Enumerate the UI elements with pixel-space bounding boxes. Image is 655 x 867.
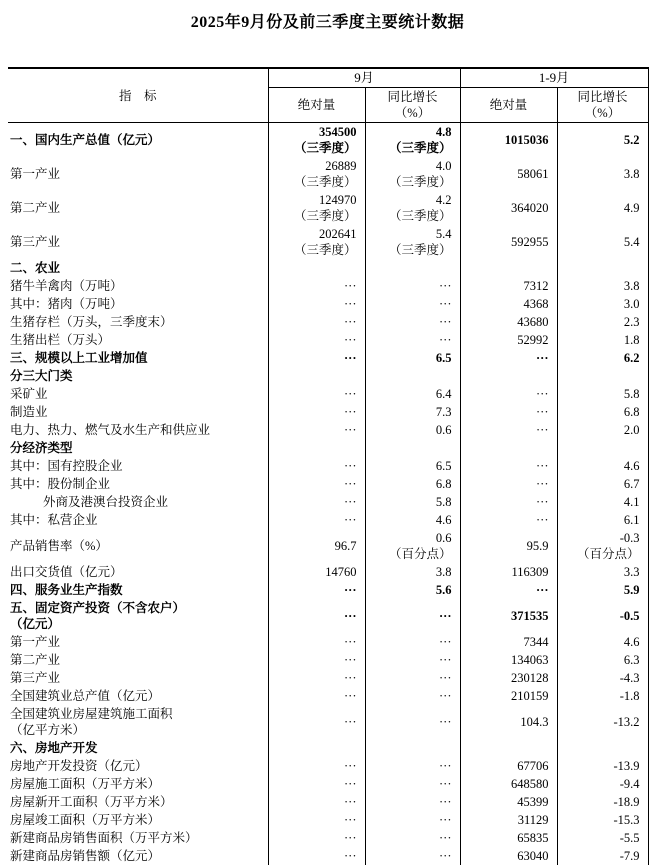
- header-september-absolute: 绝对量: [268, 88, 365, 123]
- september-yoy-cell: 0.6 （百分点）: [365, 529, 460, 563]
- jan-sep-absolute-cell: ···: [460, 581, 557, 599]
- september-absolute-cell: ···: [268, 705, 365, 739]
- september-absolute-cell: 96.7: [268, 529, 365, 563]
- jan-sep-yoy-cell: -15.3: [557, 811, 648, 829]
- september-yoy-cell: [365, 439, 460, 457]
- header-yoy-unit: （%）: [584, 106, 621, 120]
- indicator-label: 其中：股份制企业: [10, 477, 111, 491]
- jan-sep-absolute-cell: 63040: [460, 847, 557, 865]
- table-row: [8, 529, 648, 563]
- jan-sep-yoy-cell: 4.6: [557, 633, 648, 651]
- table-row: [8, 191, 648, 225]
- jan-sep-yoy-cell: -0.3 （百分点）: [557, 529, 648, 563]
- indicator-label: 二、农业: [10, 261, 61, 275]
- jan-sep-yoy-cell: [557, 259, 648, 277]
- jan-sep-absolute-cell: 4368: [460, 295, 557, 313]
- table-row: [8, 331, 648, 349]
- indicator-label: 四、服务业生产指数: [10, 583, 123, 597]
- september-yoy-cell: ···: [365, 295, 460, 313]
- jan-sep-yoy-cell: 3.8: [557, 277, 648, 295]
- september-absolute-cell: ···: [268, 847, 365, 865]
- september-absolute-cell: 14760: [268, 563, 365, 581]
- jan-sep-absolute-cell: 371535: [460, 599, 557, 633]
- header-yoy-unit: （%）: [394, 106, 431, 120]
- indicator-label: 第一产业: [10, 167, 61, 181]
- header-yoy-label: 同比增长: [387, 90, 438, 104]
- jan-sep-absolute-cell: 230128: [460, 669, 557, 687]
- indicator-label: 一、国内生产总值（亿元）: [10, 133, 161, 147]
- september-yoy-cell: ···: [365, 811, 460, 829]
- september-yoy-cell: 6.8: [365, 475, 460, 493]
- header-jan-sep-group: 1-9月: [460, 68, 648, 88]
- september-absolute-cell: ···: [268, 331, 365, 349]
- september-absolute-cell: ···: [268, 599, 365, 633]
- jan-sep-absolute-cell: 52992: [460, 331, 557, 349]
- table-header: [8, 68, 648, 123]
- indicator-label: 出口交货值（亿元）: [10, 565, 123, 579]
- september-absolute-cell: ···: [268, 421, 365, 439]
- indicator-label: 生猪出栏（万头）: [10, 333, 111, 347]
- september-yoy-cell: 4.2 （三季度）: [365, 191, 460, 225]
- september-absolute-cell: 354500 （三季度）: [268, 123, 365, 158]
- table-row: [8, 457, 648, 475]
- statistics-table: [8, 67, 649, 865]
- september-absolute-cell: ···: [268, 475, 365, 493]
- september-absolute-cell: ···: [268, 403, 365, 421]
- table-row: [8, 295, 648, 313]
- september-yoy-cell: ···: [365, 633, 460, 651]
- indicator-label: 全国建筑业房屋建筑施工面积 （亿平方米）: [10, 707, 173, 737]
- september-yoy-cell: ···: [365, 793, 460, 811]
- table-row: [8, 349, 648, 367]
- september-yoy-cell: [365, 739, 460, 757]
- table-row: [8, 599, 648, 633]
- indicator-label: 其中：猪肉（万吨）: [10, 297, 123, 311]
- jan-sep-yoy-cell: -13.9: [557, 757, 648, 775]
- jan-sep-absolute-cell: 134063: [460, 651, 557, 669]
- jan-sep-absolute-cell: 210159: [460, 687, 557, 705]
- jan-sep-absolute-cell: 43680: [460, 313, 557, 331]
- jan-sep-yoy-cell: -5.5: [557, 829, 648, 847]
- header-indicator: 指 标: [8, 68, 268, 123]
- indicator-label: 采矿业: [10, 387, 48, 401]
- table-row: [8, 403, 648, 421]
- jan-sep-absolute-cell: 65835: [460, 829, 557, 847]
- jan-sep-yoy-cell: 3.3: [557, 563, 648, 581]
- september-absolute-cell: ···: [268, 757, 365, 775]
- september-absolute-cell: ···: [268, 793, 365, 811]
- september-yoy-cell: ···: [365, 277, 460, 295]
- jan-sep-absolute-cell: 592955: [460, 225, 557, 259]
- september-absolute-cell: [268, 739, 365, 757]
- september-absolute-cell: [268, 439, 365, 457]
- table-row: [8, 277, 648, 295]
- september-yoy-cell: 7.3: [365, 403, 460, 421]
- table-row: [8, 669, 648, 687]
- september-absolute-cell: 26889 （三季度）: [268, 157, 365, 191]
- september-absolute-cell: [268, 259, 365, 277]
- september-absolute-cell: ···: [268, 829, 365, 847]
- jan-sep-yoy-cell: 5.8: [557, 385, 648, 403]
- jan-sep-absolute-cell: 45399: [460, 793, 557, 811]
- jan-sep-yoy-cell: 4.6: [557, 457, 648, 475]
- september-yoy-cell: 3.8: [365, 563, 460, 581]
- september-absolute-cell: ···: [268, 775, 365, 793]
- september-absolute-cell: ···: [268, 493, 365, 511]
- jan-sep-yoy-cell: 2.3: [557, 313, 648, 331]
- indicator-label: 六、房地产开发: [10, 741, 98, 755]
- table-row: [8, 493, 648, 511]
- indicator-label: 猪牛羊禽肉（万吨）: [10, 279, 123, 293]
- indicator-label: 五、固定资产投资（不含农户） （亿元）: [10, 601, 186, 631]
- jan-sep-absolute-cell: 31129: [460, 811, 557, 829]
- jan-sep-absolute-cell: 1015036: [460, 123, 557, 158]
- jan-sep-yoy-cell: 4.9: [557, 191, 648, 225]
- september-absolute-cell: 202641 （三季度）: [268, 225, 365, 259]
- table-row: [8, 475, 648, 493]
- jan-sep-yoy-cell: -0.5: [557, 599, 648, 633]
- september-absolute-cell: ···: [268, 669, 365, 687]
- jan-sep-yoy-cell: -18.9: [557, 793, 648, 811]
- header-jan-sep-absolute: 绝对量: [460, 88, 557, 123]
- indicator-label: 电力、热力、燃气及水生产和供应业: [10, 423, 211, 437]
- table-row: [8, 581, 648, 599]
- september-yoy-cell: 5.8: [365, 493, 460, 511]
- table-row: [8, 651, 648, 669]
- indicator-label: 生猪存栏（万头，三季度末）: [10, 315, 173, 329]
- jan-sep-absolute-cell: ···: [460, 457, 557, 475]
- september-absolute-cell: ···: [268, 581, 365, 599]
- jan-sep-absolute-cell: [460, 367, 557, 385]
- jan-sep-yoy-cell: -1.8: [557, 687, 648, 705]
- jan-sep-yoy-cell: -9.4: [557, 775, 648, 793]
- indicator-label: 房屋新开工面积（万平方米）: [10, 795, 173, 809]
- table-row: [8, 313, 648, 331]
- september-yoy-cell: 4.8 （三季度）: [365, 123, 460, 158]
- september-yoy-cell: ···: [365, 687, 460, 705]
- jan-sep-absolute-cell: 648580: [460, 775, 557, 793]
- header-september-yoy: [365, 88, 460, 123]
- jan-sep-yoy-cell: 1.8: [557, 331, 648, 349]
- jan-sep-yoy-cell: 6.2: [557, 349, 648, 367]
- jan-sep-absolute-cell: [460, 259, 557, 277]
- page: [0, 9, 655, 867]
- table-row: [8, 123, 648, 158]
- table-row: [8, 739, 648, 757]
- table-row: [8, 421, 648, 439]
- jan-sep-absolute-cell: 58061: [460, 157, 557, 191]
- indicator-label: 分三大门类: [10, 369, 73, 383]
- indicator-label: 房屋竣工面积（万平方米）: [10, 813, 161, 827]
- indicator-label: 第三产业: [10, 671, 61, 685]
- jan-sep-absolute-cell: ···: [460, 421, 557, 439]
- table-body: [8, 123, 648, 866]
- table-row: [8, 705, 648, 739]
- header-jan-sep-yoy: [557, 88, 648, 123]
- table-row: [8, 829, 648, 847]
- indicator-label: 第三产业: [10, 235, 61, 249]
- jan-sep-absolute-cell: 95.9: [460, 529, 557, 563]
- jan-sep-absolute-cell: 116309: [460, 563, 557, 581]
- september-yoy-cell: 6.4: [365, 385, 460, 403]
- jan-sep-yoy-cell: 3.0: [557, 295, 648, 313]
- jan-sep-yoy-cell: 5.9: [557, 581, 648, 599]
- september-yoy-cell: ···: [365, 651, 460, 669]
- jan-sep-absolute-cell: ···: [460, 403, 557, 421]
- september-yoy-cell: [365, 259, 460, 277]
- jan-sep-yoy-cell: [557, 367, 648, 385]
- september-yoy-cell: ···: [365, 331, 460, 349]
- indicator-label: 全国建筑业总产值（亿元）: [10, 689, 161, 703]
- september-absolute-cell: ···: [268, 385, 365, 403]
- september-yoy-cell: ···: [365, 829, 460, 847]
- jan-sep-absolute-cell: 364020: [460, 191, 557, 225]
- jan-sep-absolute-cell: ···: [460, 385, 557, 403]
- indicator-label: 其中：私营企业: [10, 513, 98, 527]
- september-yoy-cell: 6.5: [365, 457, 460, 475]
- september-absolute-cell: ···: [268, 277, 365, 295]
- jan-sep-absolute-cell: [460, 739, 557, 757]
- indicator-label: 新建商品房销售额（亿元）: [10, 849, 161, 863]
- september-yoy-cell: 4.6: [365, 511, 460, 529]
- indicator-label: 分经济类型: [10, 441, 73, 455]
- september-yoy-cell: ···: [365, 313, 460, 331]
- indicator-label: 房地产开发投资（亿元）: [10, 759, 148, 773]
- september-yoy-cell: 6.5: [365, 349, 460, 367]
- indicator-label: 新建商品房销售面积（万平方米）: [10, 831, 198, 845]
- header-september-group: 9月: [268, 68, 460, 88]
- september-yoy-cell: ···: [365, 599, 460, 633]
- september-absolute-cell: ···: [268, 349, 365, 367]
- indicator-label: 产品销售率（%）: [10, 539, 108, 553]
- indicator-label: 其中：国有控股企业: [10, 459, 123, 473]
- table-row: [8, 157, 648, 191]
- september-absolute-cell: ···: [268, 295, 365, 313]
- table-row: [8, 775, 648, 793]
- indicator-label: 外商及港澳台投资企业: [43, 495, 169, 509]
- jan-sep-absolute-cell: 7312: [460, 277, 557, 295]
- table-row: [8, 225, 648, 259]
- jan-sep-yoy-cell: [557, 739, 648, 757]
- jan-sep-yoy-cell: [557, 439, 648, 457]
- jan-sep-absolute-cell: 7344: [460, 633, 557, 651]
- september-yoy-cell: [365, 367, 460, 385]
- september-yoy-cell: 4.0 （三季度）: [365, 157, 460, 191]
- table-row: [8, 367, 648, 385]
- september-yoy-cell: ···: [365, 847, 460, 865]
- september-absolute-cell: ···: [268, 687, 365, 705]
- jan-sep-yoy-cell: 3.8: [557, 157, 648, 191]
- jan-sep-absolute-cell: ···: [460, 475, 557, 493]
- jan-sep-absolute-cell: ···: [460, 493, 557, 511]
- indicator-label: 制造业: [10, 405, 48, 419]
- jan-sep-absolute-cell: [460, 439, 557, 457]
- indicator-label: 房屋施工面积（万平方米）: [10, 777, 161, 791]
- september-absolute-cell: ···: [268, 811, 365, 829]
- table-row: [8, 687, 648, 705]
- table-row: [8, 757, 648, 775]
- table-row: [8, 633, 648, 651]
- jan-sep-absolute-cell: ···: [460, 349, 557, 367]
- september-yoy-cell: 5.6: [365, 581, 460, 599]
- jan-sep-yoy-cell: 4.1: [557, 493, 648, 511]
- table-row: [8, 847, 648, 865]
- table-row: [8, 793, 648, 811]
- jan-sep-yoy-cell: 6.3: [557, 651, 648, 669]
- jan-sep-absolute-cell: 67706: [460, 757, 557, 775]
- table-row: [8, 385, 648, 403]
- page-title: 2025年9月份及前三季度主要统计数据: [190, 14, 465, 31]
- september-yoy-cell: ···: [365, 757, 460, 775]
- september-yoy-cell: 0.6: [365, 421, 460, 439]
- jan-sep-yoy-cell: 2.0: [557, 421, 648, 439]
- september-yoy-cell: 5.4 （三季度）: [365, 225, 460, 259]
- september-absolute-cell: ···: [268, 457, 365, 475]
- table-row: [8, 439, 648, 457]
- table-row: [8, 811, 648, 829]
- jan-sep-yoy-cell: 6.8: [557, 403, 648, 421]
- table-row: [8, 563, 648, 581]
- september-absolute-cell: ···: [268, 511, 365, 529]
- september-absolute-cell: ···: [268, 633, 365, 651]
- header-yoy-label: 同比增长: [577, 90, 628, 104]
- indicator-label: 第一产业: [10, 635, 61, 649]
- september-absolute-cell: ···: [268, 313, 365, 331]
- jan-sep-yoy-cell: -7.9: [557, 847, 648, 865]
- jan-sep-yoy-cell: -4.3: [557, 669, 648, 687]
- indicator-label: 第二产业: [10, 201, 61, 215]
- jan-sep-yoy-cell: 6.7: [557, 475, 648, 493]
- september-absolute-cell: ···: [268, 651, 365, 669]
- jan-sep-yoy-cell: 5.4: [557, 225, 648, 259]
- table-row: [8, 259, 648, 277]
- jan-sep-yoy-cell: -13.2: [557, 705, 648, 739]
- jan-sep-yoy-cell: 6.1: [557, 511, 648, 529]
- jan-sep-absolute-cell: ···: [460, 511, 557, 529]
- september-yoy-cell: ···: [365, 669, 460, 687]
- indicator-label: 第二产业: [10, 653, 61, 667]
- september-yoy-cell: ···: [365, 775, 460, 793]
- september-yoy-cell: ···: [365, 705, 460, 739]
- indicator-label: 三、规模以上工业增加值: [10, 351, 148, 365]
- september-absolute-cell: [268, 367, 365, 385]
- table-row: [8, 511, 648, 529]
- jan-sep-absolute-cell: 104.3: [460, 705, 557, 739]
- jan-sep-yoy-cell: 5.2: [557, 123, 648, 158]
- september-absolute-cell: 124970 （三季度）: [268, 191, 365, 225]
